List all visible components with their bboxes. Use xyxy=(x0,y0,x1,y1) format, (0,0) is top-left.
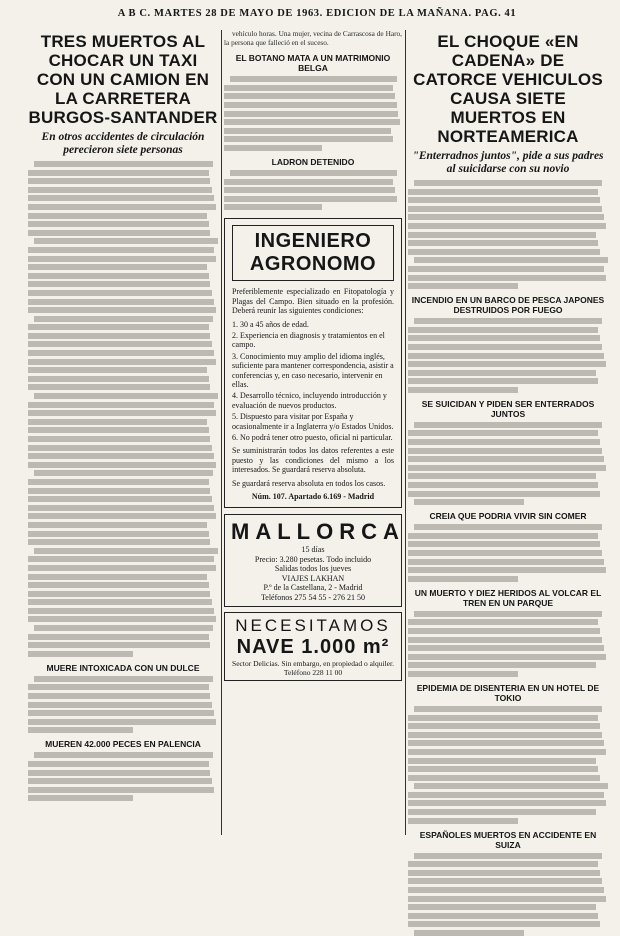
text-line xyxy=(28,170,209,176)
text-line xyxy=(28,608,214,614)
text-line xyxy=(28,187,212,193)
headline-taxi: TRES MUERTOS AL CHOCAR UN TAXI CON UN CAMION EN LA CARRETERA BURGOS-SANTANDER xyxy=(28,32,218,127)
text-line xyxy=(34,393,218,399)
text-line xyxy=(408,465,606,471)
text-line xyxy=(28,479,209,485)
article-body xyxy=(408,524,608,582)
text-line xyxy=(408,533,598,539)
ad-nave xyxy=(224,612,402,681)
text-line xyxy=(224,179,393,185)
deck-suicide: "Enterradnos juntos", pide a sus padres al suicidarse con su novio xyxy=(412,150,604,175)
text-line xyxy=(408,619,598,625)
headline-cadena: EL CHOQUE «EN CADENA» DE CATORCE VEHICULOS CAUSA SIETE MUERTOS EN NORTEAMERICA xyxy=(413,32,603,146)
text-line xyxy=(34,238,218,244)
text-line xyxy=(224,85,393,91)
ad-reserve: Se guardará reserva absoluta en todos los casos. xyxy=(232,478,386,488)
text-line xyxy=(408,223,606,229)
text-line xyxy=(408,740,604,746)
mallorca-line: Teléfonos 275 54 55 - 276 21 50 xyxy=(260,592,366,602)
article-body xyxy=(408,706,608,824)
subhead-tokio: EPIDEMIA DE DISENTERIA EN UN HOTEL DE TOKIO xyxy=(416,682,600,703)
text-line xyxy=(28,522,207,528)
text-line xyxy=(408,327,598,333)
text-line xyxy=(28,719,216,725)
text-line xyxy=(28,367,207,373)
text-line xyxy=(28,213,207,219)
text-line xyxy=(34,625,213,631)
text-line xyxy=(408,353,604,359)
subhead-comer: CREIA QUE PODRIA VIVIR SIN COMER xyxy=(429,511,587,522)
text-line xyxy=(28,591,210,597)
article-body xyxy=(224,76,402,151)
text-line xyxy=(28,290,212,296)
text-line xyxy=(28,710,214,716)
text-line xyxy=(28,195,214,201)
subhead-botano: EL BOTANO MATA A UN MATRIMONIO BELGA xyxy=(235,53,391,74)
subhead-suicidan: SE SUICIDAN Y PIDEN SER ENTERRADOS JUNTOS xyxy=(421,398,595,419)
text-line xyxy=(408,206,602,212)
text-line xyxy=(28,384,210,390)
text-line xyxy=(408,904,596,910)
ad-condition: 5. Dispuesto para visitar por España y ocasionalmente ir a Inglaterra y/o Estados Unidos. xyxy=(232,412,394,431)
ad-address: Núm. 107. Apartado 6.169 - Madrid xyxy=(251,492,375,502)
text-line xyxy=(224,204,322,210)
top-text: vehículo horas. Una mujer, vecina de Carrascosa de Haro, la persona que falleció en el suceso. xyxy=(224,29,402,47)
subhead-suiza: ESPAÑOLES MUERTOS EN ACCIDENTE EN SUIZA xyxy=(419,829,597,850)
text-line xyxy=(408,792,604,798)
article-body xyxy=(408,611,608,677)
text-line xyxy=(408,559,604,565)
text-line xyxy=(28,178,210,184)
text-line xyxy=(34,548,218,554)
middle-column xyxy=(224,29,405,837)
article-body xyxy=(224,170,402,210)
text-line xyxy=(408,370,596,376)
text-line xyxy=(28,247,214,253)
mallorca-line: VIAJES LAKHAN xyxy=(281,573,345,583)
deck-accidents: En otros accidentes de circulación perecieron siete personas xyxy=(41,131,205,156)
nave-line: Sector Delicias. Sin embargo, en propiedad o alquiler. xyxy=(232,659,394,669)
text-line xyxy=(28,307,216,313)
text-line xyxy=(408,550,602,556)
ad-conditions xyxy=(232,320,394,443)
mallorca-title: MALLORCA xyxy=(231,519,405,545)
text-line xyxy=(28,616,216,622)
text-line xyxy=(408,887,604,893)
right-column xyxy=(408,30,608,850)
text-line xyxy=(28,565,216,571)
text-line xyxy=(28,702,212,708)
text-line xyxy=(414,180,602,186)
ad-condition: 1. 30 a 45 años de edad. xyxy=(232,319,309,329)
text-line xyxy=(224,196,397,202)
text-line xyxy=(408,456,604,462)
text-line xyxy=(408,628,600,634)
text-line xyxy=(408,758,596,764)
text-line xyxy=(408,344,602,350)
text-line xyxy=(28,273,209,279)
mallorca-line: Salidas todos los jueves xyxy=(274,564,352,574)
subhead-ladron: LADRON DETENIDO xyxy=(271,156,355,167)
text-line xyxy=(408,361,606,367)
text-line xyxy=(408,921,600,927)
ad-condition: 3. Conocimiento muy amplio del idioma inglés, suficiente para mantener correspondencia, asistir a conferencias y, en caso necesario, intervenir en ellas. xyxy=(232,351,394,389)
text-line xyxy=(28,221,209,227)
text-line xyxy=(408,482,598,488)
text-line xyxy=(28,513,216,519)
text-line xyxy=(34,161,213,167)
text-line xyxy=(408,214,604,220)
text-line xyxy=(408,240,598,246)
text-line xyxy=(28,264,207,270)
text-line xyxy=(28,230,210,236)
text-line xyxy=(28,651,133,657)
ad-mallorca xyxy=(224,514,405,607)
text-line xyxy=(408,283,518,289)
text-line xyxy=(28,204,216,210)
text-line xyxy=(224,119,400,125)
text-line xyxy=(28,778,212,784)
column-rule xyxy=(405,30,406,835)
text-line xyxy=(408,189,598,195)
article-body xyxy=(408,180,608,289)
text-line xyxy=(408,249,600,255)
nave-line: Teléfono 228 11 00 xyxy=(283,668,343,678)
text-line xyxy=(28,488,210,494)
text-line xyxy=(408,662,596,668)
text-line xyxy=(224,93,395,99)
text-line xyxy=(28,642,210,648)
text-line xyxy=(408,723,600,729)
ad-ingeniero xyxy=(224,218,402,508)
text-line xyxy=(414,524,602,530)
text-line xyxy=(28,299,214,305)
text-line xyxy=(224,136,393,142)
text-line xyxy=(414,499,524,505)
ad-condition: 6. No podrá tener otro puesto, oficial ni particular. xyxy=(232,433,393,442)
ad-closing: Se suministrarán todos los datos referentes a este puesto y las condiciones del mismo a los interesados. Se guardará reserva absoluta. xyxy=(232,446,394,475)
nave-line: NECESITAMOS xyxy=(235,616,391,636)
text-line xyxy=(28,419,207,425)
text-line xyxy=(34,676,213,682)
text-line xyxy=(34,752,213,758)
text-line xyxy=(28,256,216,262)
text-line xyxy=(408,576,518,582)
text-line xyxy=(408,809,596,815)
text-line xyxy=(414,611,602,617)
text-line xyxy=(28,693,210,699)
article-body xyxy=(408,318,608,393)
subhead-tren: UN MUERTO Y DIEZ HERIDOS AL VOLCAR EL TREN EN UN PARQUE xyxy=(414,587,602,608)
text-line xyxy=(28,795,133,801)
text-line xyxy=(408,275,606,281)
text-line xyxy=(230,76,397,82)
text-line xyxy=(224,145,322,151)
text-line xyxy=(408,473,596,479)
text-line xyxy=(28,427,209,433)
column-rule xyxy=(221,30,222,835)
article-body xyxy=(28,676,218,734)
text-line xyxy=(408,800,606,806)
text-line xyxy=(414,706,602,712)
text-line xyxy=(408,387,518,393)
text-line xyxy=(224,111,398,117)
text-line xyxy=(28,539,210,545)
nave-title: NAVE 1.000 m² xyxy=(236,636,390,659)
text-line xyxy=(414,318,602,324)
text-line xyxy=(28,531,209,537)
text-line xyxy=(28,556,214,562)
text-line xyxy=(408,197,600,203)
text-line xyxy=(408,715,598,721)
text-line xyxy=(224,187,395,193)
ad-intro: Preferiblemente especializado en Fitopatología y Plagas del Campo. Bien situado en la profesión. Deberá reunir las siguientes condiciones: xyxy=(232,287,394,316)
text-line xyxy=(28,281,210,287)
text-line xyxy=(28,582,209,588)
left-column xyxy=(28,30,218,837)
text-line xyxy=(408,878,602,884)
text-line xyxy=(28,376,209,382)
text-line xyxy=(408,732,602,738)
text-line xyxy=(408,671,518,677)
mallorca-line: Precio: 3.280 pesetas. Todo incluido xyxy=(254,554,372,564)
text-line xyxy=(408,448,602,454)
subhead-dulce: MUERE INTOXICADA CON UN DULCE xyxy=(46,662,200,673)
text-line xyxy=(28,453,214,459)
text-line xyxy=(414,853,602,859)
text-line xyxy=(408,541,600,547)
subhead-barco: INCENDIO EN UN BARCO DE PESCA JAPONES DESTRUIDOS POR FUEGO xyxy=(411,295,605,316)
article-body xyxy=(28,161,218,657)
text-line xyxy=(34,316,213,322)
mallorca-line: 15 días xyxy=(301,545,325,555)
text-line xyxy=(408,232,596,238)
text-line xyxy=(28,359,216,365)
text-line xyxy=(28,350,214,356)
text-line xyxy=(408,645,604,651)
text-line xyxy=(224,102,397,108)
text-line xyxy=(28,402,214,408)
text-line xyxy=(408,378,598,384)
text-line xyxy=(28,410,216,416)
text-line xyxy=(408,896,606,902)
text-line xyxy=(414,783,608,789)
text-line xyxy=(408,775,600,781)
text-line xyxy=(408,913,598,919)
text-line xyxy=(28,787,214,793)
text-line xyxy=(28,445,212,451)
text-line xyxy=(28,761,209,767)
ad-condition: 4. Desarrollo técnico, incluyendo introducción y evaluación de nuevos productos. xyxy=(232,391,387,410)
text-line xyxy=(414,257,608,263)
text-line xyxy=(408,818,518,824)
ad-condition: 2. Experiencia en diagnosis y tratamientos en el campo. xyxy=(232,330,385,350)
text-line xyxy=(28,574,207,580)
text-line xyxy=(28,341,212,347)
text-line xyxy=(230,170,397,176)
text-line xyxy=(408,870,600,876)
mallorca-line: P.º de la Castellana, 2 - Madrid xyxy=(263,583,363,593)
text-line xyxy=(408,439,600,445)
text-line xyxy=(414,422,602,428)
text-line xyxy=(408,567,606,573)
text-line xyxy=(408,749,606,755)
text-line xyxy=(34,470,213,476)
text-line xyxy=(28,333,210,339)
text-line xyxy=(414,930,524,936)
text-line xyxy=(408,637,602,643)
text-line xyxy=(28,727,133,733)
text-line xyxy=(408,654,606,660)
subhead-peces: MUEREN 42.000 PECES EN PALENCIA xyxy=(45,739,201,750)
text-line xyxy=(28,324,209,330)
text-line xyxy=(28,462,216,468)
text-line xyxy=(28,496,212,502)
text-line xyxy=(28,684,209,690)
article-body xyxy=(408,853,608,936)
article-body xyxy=(408,422,608,505)
running-head: A B C. MARTES 28 DE MAYO DE 1963. EDICION DE LA MAÑANA. PAG. 41 xyxy=(117,8,517,19)
text-line xyxy=(28,436,210,442)
ad-title: INGENIERO AGRONOMO xyxy=(232,225,394,281)
text-line xyxy=(408,766,598,772)
text-line xyxy=(408,335,600,341)
text-line xyxy=(408,266,604,272)
text-line xyxy=(28,505,214,511)
text-line xyxy=(408,861,598,867)
text-line xyxy=(28,599,212,605)
text-line xyxy=(408,491,600,497)
text-line xyxy=(28,770,210,776)
text-line xyxy=(28,634,209,640)
article-body xyxy=(28,752,218,801)
text-line xyxy=(224,128,391,134)
text-line xyxy=(408,430,598,436)
